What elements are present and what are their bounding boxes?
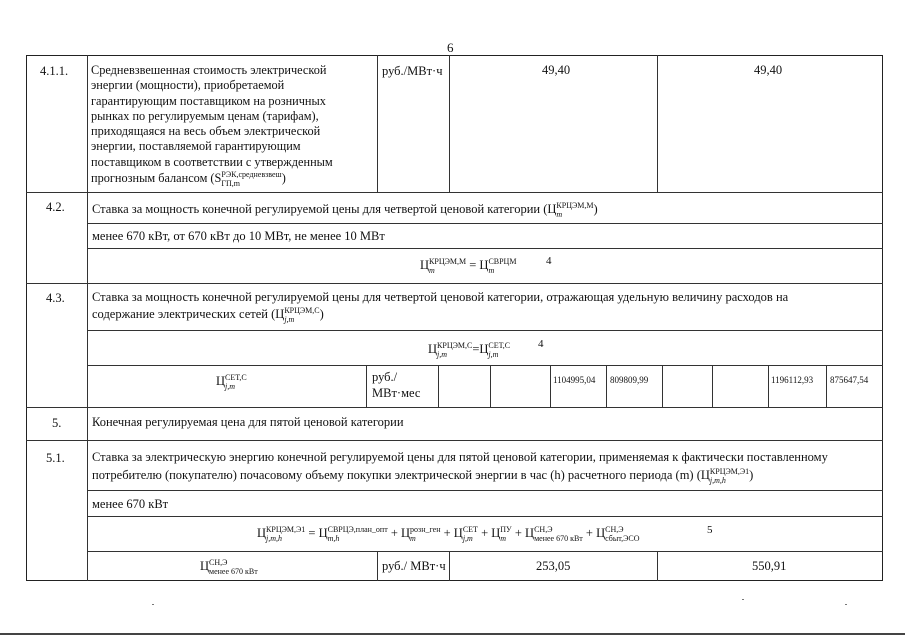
col-divider [438, 365, 439, 407]
footnote-marker: 5 [707, 524, 713, 536]
col-divider [377, 55, 378, 192]
row-4-1-1-description [91, 63, 374, 188]
value-cell: 875647,54 [830, 375, 869, 385]
value-cell: 1104995,04 [553, 375, 596, 385]
row-divider [88, 490, 883, 491]
description-line: Средневзвешенная стоимость электрической [91, 63, 327, 77]
col-divider [550, 365, 551, 407]
row-4-2-title: Ставка за мощность конечной регулируемой цены для четвертой ценовой категории (Ц КРЦЭМ,М m ) [92, 201, 598, 219]
col-divider [449, 551, 450, 581]
row-5-1-title-line: потребителю (покупателю) почасовому объему покупки электрической энергии в час (h) расчетного периода (m) (Ц КРЦЭМ,Э1 j,m,h ) [92, 467, 754, 485]
scan-speck [742, 599, 744, 600]
description-line: поставщиком в соответствии с утвержденным [91, 154, 333, 169]
col-divider [366, 365, 367, 407]
row-4-2-subtitle: менее 670 кВт, от 670 кВт до 10 МВт, не менее 10 МВт [92, 229, 385, 243]
row-divider [26, 440, 883, 441]
col-divider [712, 365, 713, 407]
row-divider [26, 283, 883, 284]
value-cell: 550,91 [752, 559, 787, 573]
row-divider [88, 365, 883, 366]
row-5-1-subtitle: менее 670 кВт [92, 497, 169, 511]
row-divider [88, 516, 883, 517]
row-divider [88, 223, 883, 224]
row-label: Ц СН,Э менее 670 кВт [200, 558, 258, 576]
value-cell: 49,40 [754, 63, 783, 77]
col-divider [657, 55, 658, 192]
row-divider [88, 330, 883, 331]
col-divider [87, 55, 88, 581]
description-line: энергии, поставляемой гарантирующим [91, 139, 301, 154]
page-number: 6 [447, 40, 454, 55]
row-number: 5. [52, 416, 62, 430]
row-4-3-title-line: содержание электрических сетей (Ц КРЦЭМ,С j,m ) [92, 306, 324, 324]
col-divider [768, 365, 769, 407]
row-5-1-title-line: Ставка за электрическую энергию конечной регулируемой цены для пятой ценовой категории, применяемая к фактически поставленному [92, 450, 828, 464]
row-4-3-title-line: Ставка за мощность конечной регулируемой цены для четвертой ценовой категории, отражающая удельную величину расходов на [92, 290, 789, 304]
row-label: Ц СЕТ,С j,m [216, 373, 247, 391]
description-line: гарантирующим поставщиком на розничных [91, 93, 326, 108]
description-line: рынках по регулируемым ценам (тарифам), [91, 108, 319, 123]
scan-speck [845, 604, 847, 605]
row-5-title: Конечная регулируемая цена для пятой ценовой категории [92, 415, 404, 429]
unit-label: руб./ МВт·ч [382, 559, 446, 573]
row-number: 4.1.1. [40, 64, 69, 78]
row-number: 4.2. [46, 200, 65, 214]
col-divider [490, 365, 491, 407]
unit-label: МВт·мес [372, 386, 421, 400]
row-divider [88, 551, 883, 552]
value-cell: 253,05 [536, 559, 571, 573]
formula-4-3: Ц КРЦЭМ,С j,m =Ц СЕТ,С j,m [428, 341, 511, 359]
formula-5-1: Ц КРЦЭМ,Э1 j,m,h = Ц СВРЦЭ,план_опт m,h + Ц розн_ген m + Ц СЕТ j,m + Ц ПУ m + Ц СН,Э менее 670 кВт + Ц СН,Э сбыт,ЭСО [257, 525, 640, 543]
value-cell: 1196112,93 [771, 375, 814, 385]
col-divider [449, 55, 450, 192]
col-divider [606, 365, 607, 407]
row-divider [26, 192, 883, 193]
value-cell: 49,40 [542, 63, 571, 77]
unit-label: руб./МВт·ч [382, 64, 443, 78]
col-divider [826, 365, 827, 407]
unit-label: руб./ [372, 370, 398, 384]
description-line: энергии (мощности), приобретаемой [91, 78, 285, 93]
col-divider [662, 365, 663, 407]
description-line: приходящаяся на весь объем электрической [91, 124, 321, 139]
col-divider [377, 551, 378, 581]
row-divider [88, 248, 883, 249]
col-divider [657, 551, 658, 581]
row-number: 4.3. [46, 291, 65, 305]
value-cell: 809809,99 [610, 375, 649, 385]
formula-4-2: Ц КРЦЭМ,М m = Ц СВРЦМ m [420, 257, 517, 275]
description-line: прогнозным балансом (S РЭК,средневзвеш ГП,m ) [91, 170, 286, 189]
footnote-marker: 4 [546, 255, 552, 267]
row-number: 5.1. [46, 451, 65, 465]
row-divider [26, 407, 883, 408]
scan-speck [152, 604, 154, 605]
bottom-scan-edge [0, 633, 905, 635]
footnote-marker: 4 [538, 338, 544, 350]
